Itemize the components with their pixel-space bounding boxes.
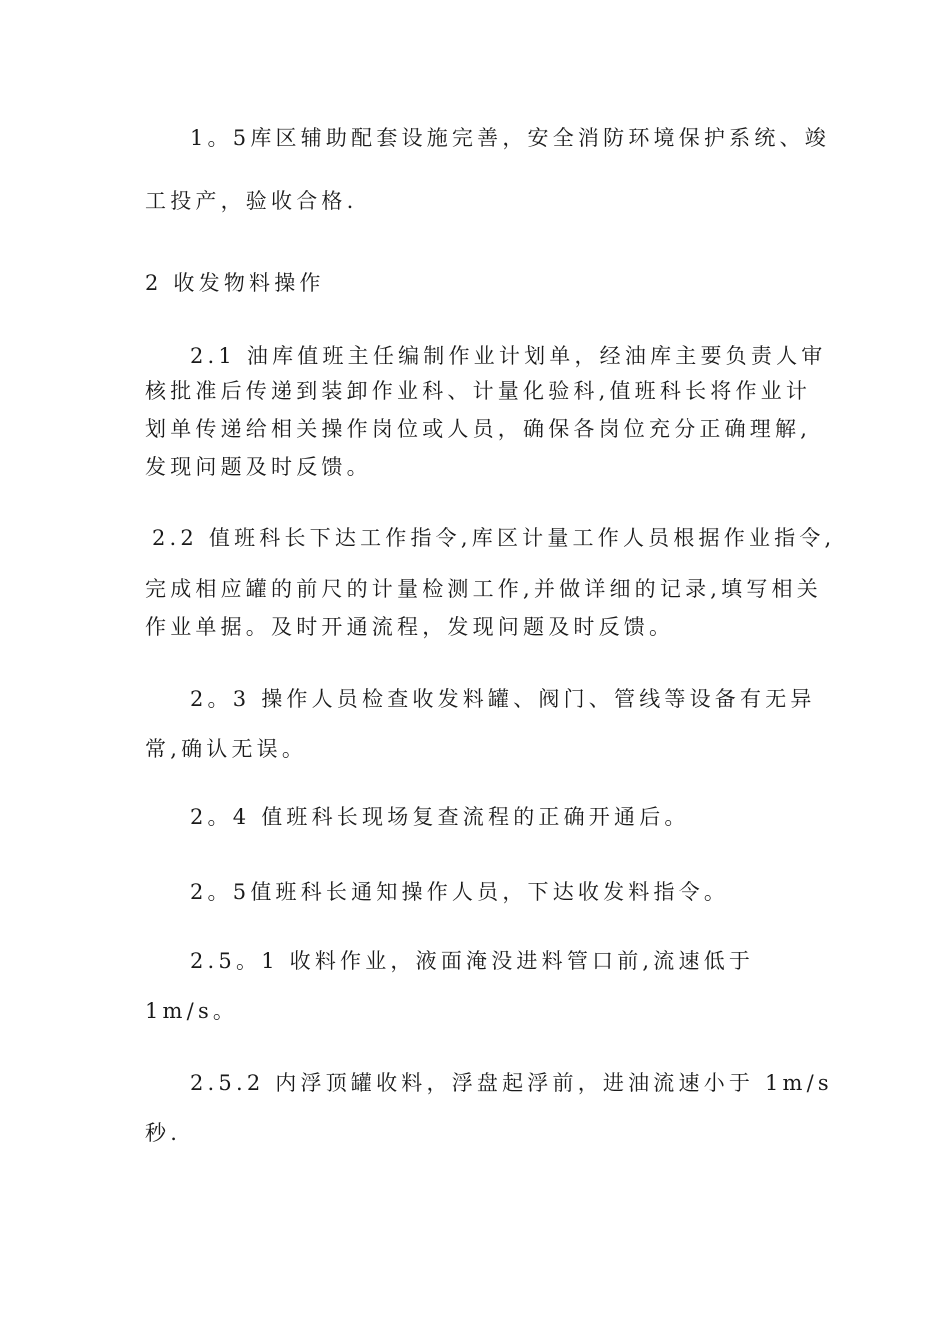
section-heading-2: 2 收发物料操作 (145, 271, 325, 295)
paragraph-2-1-line-3: 划单传递给相关操作岗位或人员，确保各岗位充分正确理解, (145, 417, 812, 441)
paragraph-2-1-line-2: 核批准后传递到装卸作业科、计量化验科,值班科长将作业计 (145, 379, 812, 403)
paragraph-2-3-line-1: 2。3 操作人员检查收发料罐、阀门、管线等设备有无异 (190, 687, 816, 711)
paragraph-2-2-line-2: 完成相应罐的前尺的计量检测工作,并做详细的记录,填写相关 (145, 577, 822, 601)
paragraph-2-1-line-4: 发现问题及时反馈。 (145, 455, 372, 479)
paragraph-2-2-line-3: 作业单据。及时开通流程，发现问题及时反馈。 (145, 615, 675, 639)
paragraph-2-5-2-line-1: 2.5.2 内浮顶罐收料，浮盘起浮前，进油流速小于 1m/s (190, 1071, 833, 1095)
paragraph-2-5-1-line-1: 2.5。1 收料作业，液面淹没进料管口前,流速低于 (190, 949, 755, 973)
paragraph-1-5-line-2: 工投产，验收合格. (145, 189, 358, 213)
paragraph-1-5-line-1: 1。5库区辅助配套设施完善，安全消防环境保护系统、竣 (190, 126, 830, 150)
paragraph-2-3-line-2: 常,确认无误。 (145, 737, 308, 761)
paragraph-2-5: 2。5值班科长通知操作人员，下达收发料指令。 (190, 880, 730, 904)
paragraph-2-5-1-line-2: 1m/s。 (145, 999, 239, 1023)
paragraph-2-4: 2。4 值班科长现场复查流程的正确开通后。 (190, 805, 690, 829)
paragraph-2-2-line-1: 2.2 值班科长下达工作指令,库区计量工作人员根据作业指令, (152, 526, 836, 550)
paragraph-2-5-2-line-2: 秒. (145, 1121, 182, 1145)
paragraph-2-1-line-1: 2.1 油库值班主任编制作业计划单，经油库主要负责人审 (190, 344, 827, 368)
